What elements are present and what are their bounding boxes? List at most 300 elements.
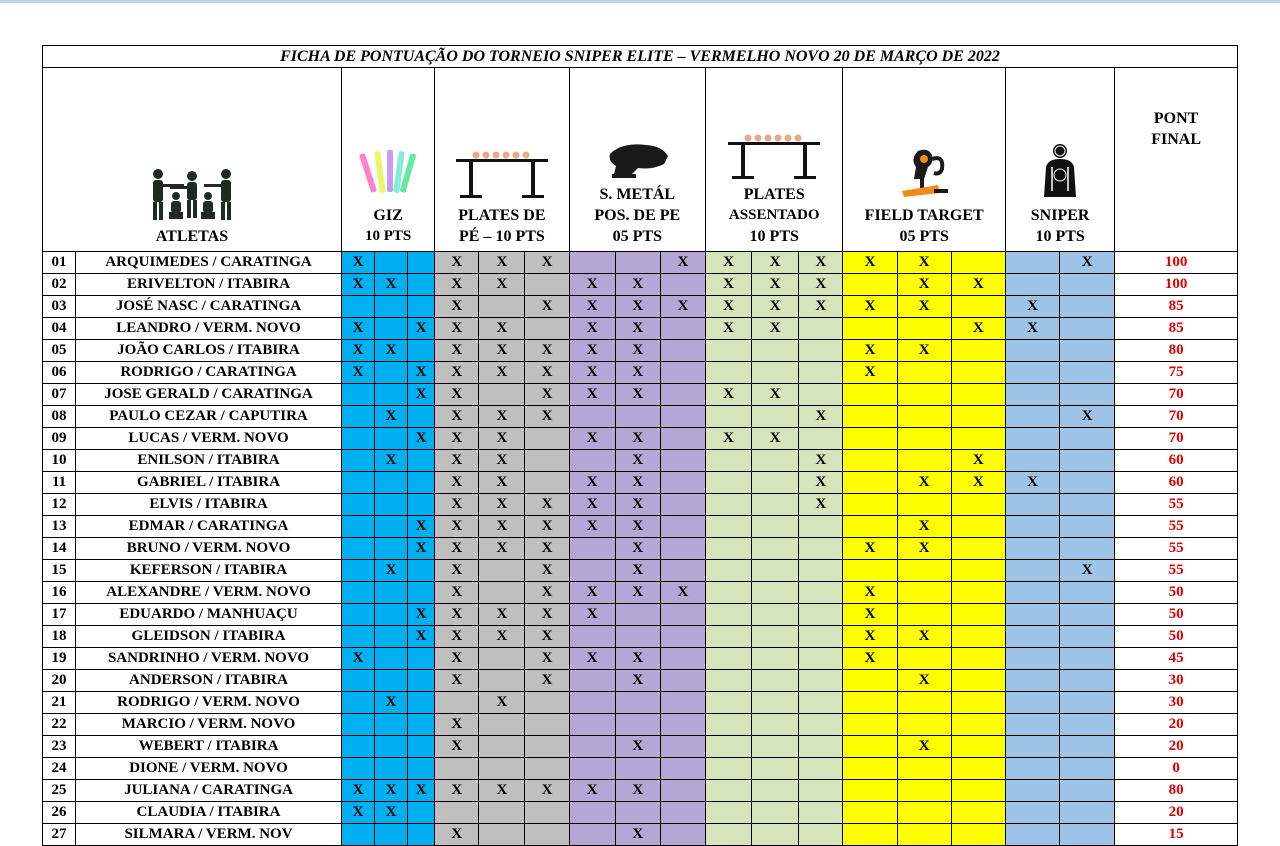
mark-cell-sniper [1005,362,1059,384]
final-score: 15 [1115,824,1238,846]
mark-cell-s-metal: X [615,296,660,318]
mark-cell-field-target: X [951,274,1005,296]
athlete-number: 20 [43,670,76,692]
mark-cell-field-target [843,384,897,406]
mark-cell-plates-assentado [752,582,799,604]
mark-cell-plates-pe [479,296,525,318]
mark-cell-giz [408,494,435,516]
mark-cell-sniper [1060,582,1115,604]
mark-cell-s-metal: X [615,384,660,406]
athlete-name: SANDRINHO / VERM. NOVO [76,648,342,670]
mark-cell-field-target [951,340,1005,362]
plates-assentado-line1: PLATES [743,186,805,203]
mark-cell-plates-pe: X [479,274,525,296]
table-row [43,406,1238,428]
mark-cell-plates-pe: X [435,340,479,362]
mark-cell-plates-pe [525,450,569,472]
mark-cell-field-target [843,406,897,428]
mark-cell-s-metal: X [615,450,660,472]
mark-cell-sniper [1005,428,1059,450]
mark-cell-giz [375,714,408,736]
sniper-points: 10 PTS [1035,228,1085,245]
mark-cell-plates-assentado [706,670,752,692]
athlete-number: 09 [43,428,76,450]
final-score: 70 [1115,384,1238,406]
mark-cell-field-target [951,516,1005,538]
mark-cell-s-metal [615,714,660,736]
mark-cell-field-target [951,296,1005,318]
final-score: 80 [1115,780,1238,802]
mark-cell-s-metal [660,670,705,692]
mark-cell-s-metal [569,758,615,780]
mark-cell-field-target: X [897,538,951,560]
header-pont-final [1115,68,1238,252]
mark-cell-field-target: X [897,670,951,692]
mark-cell-field-target: X [897,516,951,538]
mark-cell-sniper [1005,494,1059,516]
mark-cell-s-metal [615,626,660,648]
athlete-name: JULIANA / CARATINGA [76,780,342,802]
table-row [43,494,1238,516]
mark-cell-plates-assentado [752,626,799,648]
mark-cell-plates-assentado: X [706,296,752,318]
mark-cell-field-target: X [951,450,1005,472]
mark-cell-giz [375,428,408,450]
mark-cell-sniper [1005,340,1059,362]
mark-cell-plates-pe: X [479,252,525,274]
mark-cell-plates-assentado [706,824,752,846]
mark-cell-plates-assentado [799,582,843,604]
mark-cell-giz [408,582,435,604]
mark-cell-giz: X [341,780,374,802]
mark-cell-field-target: X [843,340,897,362]
mark-cell-field-target [897,758,951,780]
mark-cell-field-target [951,406,1005,428]
mark-cell-field-target: X [843,648,897,670]
table-row [43,692,1238,714]
mark-cell-s-metal: X [615,428,660,450]
mark-cell-field-target [843,450,897,472]
mark-cell-field-target [897,780,951,802]
mark-cell-plates-assentado [752,472,799,494]
mark-cell-plates-assentado [752,648,799,670]
mark-cell-s-metal: X [569,296,615,318]
final-score: 60 [1115,472,1238,494]
mark-cell-plates-pe [479,582,525,604]
mark-cell-plates-assentado [799,318,843,340]
mark-cell-s-metal [660,802,705,824]
mark-cell-giz: X [408,626,435,648]
mark-cell-plates-assentado [706,802,752,824]
mark-cell-s-metal [569,692,615,714]
mark-cell-giz [408,670,435,692]
mark-cell-giz [408,252,435,274]
mark-cell-plates-pe [479,714,525,736]
mark-cell-giz: X [408,538,435,560]
mark-cell-plates-pe: X [479,428,525,450]
mark-cell-plates-pe: X [435,824,479,846]
mark-cell-plates-assentado [752,714,799,736]
mark-cell-plates-assentado [706,758,752,780]
mark-cell-giz [375,362,408,384]
mark-cell-field-target [897,560,951,582]
mark-cell-s-metal [615,406,660,428]
mark-cell-giz: X [341,648,374,670]
mark-cell-sniper [1060,362,1115,384]
mark-cell-s-metal [660,516,705,538]
table-row [43,274,1238,296]
mark-cell-plates-pe: X [479,516,525,538]
mark-cell-s-metal: X [615,318,660,340]
mark-cell-field-target: X [843,604,897,626]
final-score: 20 [1115,714,1238,736]
athlete-name: LUCAS / VERM. NOVO [76,428,342,450]
mark-cell-plates-assentado: X [752,384,799,406]
mark-cell-giz: X [375,780,408,802]
mark-cell-sniper [1005,692,1059,714]
mark-cell-giz [341,428,374,450]
athlete-number: 18 [43,626,76,648]
final-score: 30 [1115,670,1238,692]
athlete-name: BRUNO / VERM. NOVO [76,538,342,560]
mark-cell-plates-assentado: X [799,450,843,472]
mark-cell-field-target [897,604,951,626]
table-row [43,604,1238,626]
final-score: 75 [1115,362,1238,384]
mark-cell-field-target: X [951,318,1005,340]
mark-cell-plates-assentado [799,824,843,846]
mark-cell-field-target [843,736,897,758]
athlete-number: 25 [43,780,76,802]
mark-cell-field-target [951,538,1005,560]
mark-cell-s-metal [660,274,705,296]
mark-cell-plates-assentado: X [706,252,752,274]
mark-cell-plates-assentado [799,802,843,824]
mark-cell-field-target [951,604,1005,626]
athlete-number: 12 [43,494,76,516]
mark-cell-sniper [1060,428,1115,450]
mark-cell-plates-pe: X [479,450,525,472]
mark-cell-plates-assentado [752,494,799,516]
mark-cell-field-target [951,780,1005,802]
athlete-name: JOSÉ NASC / CARATINGA [76,296,342,318]
mark-cell-giz [408,472,435,494]
mark-cell-field-target [951,384,1005,406]
mark-cell-field-target [897,692,951,714]
mark-cell-s-metal: X [569,516,615,538]
header-sniper [1005,68,1114,252]
s-metal-line1: S. METÁL [599,186,676,203]
mark-cell-giz: X [408,428,435,450]
mark-cell-giz [341,670,374,692]
mark-cell-sniper [1060,340,1115,362]
mark-cell-plates-pe [479,384,525,406]
athlete-number: 21 [43,692,76,714]
mark-cell-plates-pe: X [435,714,479,736]
mark-cell-field-target: X [843,362,897,384]
mark-cell-s-metal [660,648,705,670]
mark-cell-s-metal: X [569,780,615,802]
mark-cell-giz [408,824,435,846]
plate-rack-seated-icon [724,132,824,180]
mark-cell-sniper [1005,252,1059,274]
mark-cell-sniper [1005,406,1059,428]
mark-cell-s-metal [660,538,705,560]
mark-cell-s-metal: X [569,428,615,450]
mark-cell-plates-pe [479,824,525,846]
final-score: 0 [1115,758,1238,780]
table-row [43,252,1238,274]
mark-cell-plates-pe: X [479,318,525,340]
mark-cell-giz [408,692,435,714]
mark-cell-field-target [897,318,951,340]
mark-cell-s-metal: X [615,560,660,582]
mark-cell-plates-assentado: X [799,296,843,318]
mark-cell-giz [375,648,408,670]
mark-cell-s-metal [660,692,705,714]
athlete-name: GABRIEL / ITABIRA [76,472,342,494]
mark-cell-giz [341,384,374,406]
athlete-name: DIONE / VERM. NOVO [76,758,342,780]
s-metal-line2: POS. DE PE [594,207,681,224]
mark-cell-giz [375,252,408,274]
mark-cell-s-metal [660,494,705,516]
mark-cell-sniper [1060,670,1115,692]
mark-cell-giz [375,318,408,340]
mark-cell-field-target [951,758,1005,780]
table-row [43,516,1238,538]
mark-cell-giz [341,626,374,648]
mark-cell-sniper [1060,626,1115,648]
table-row [43,714,1238,736]
mark-cell-plates-assentado [752,824,799,846]
mark-cell-sniper [1005,802,1059,824]
athlete-number: 23 [43,736,76,758]
mark-cell-s-metal [660,472,705,494]
mark-cell-field-target [897,406,951,428]
mark-cell-field-target [843,318,897,340]
mark-cell-field-target [951,626,1005,648]
squirrel-target-icon [894,145,954,201]
mark-cell-sniper [1060,758,1115,780]
mark-cell-plates-assentado [706,472,752,494]
mark-cell-plates-pe: X [435,516,479,538]
mark-cell-field-target [951,582,1005,604]
mark-cell-sniper [1005,736,1059,758]
mark-cell-plates-pe [479,802,525,824]
mark-cell-s-metal [569,450,615,472]
mark-cell-sniper [1060,538,1115,560]
table-row [43,428,1238,450]
mark-cell-plates-assentado: X [799,252,843,274]
plates-pe-line1: PLATES DE [458,207,546,224]
mark-cell-plates-pe: X [435,450,479,472]
mark-cell-plates-assentado [752,560,799,582]
athlete-name: RODRIGO / CARATINGA [76,362,342,384]
mark-cell-giz [341,560,374,582]
giz-points: 10 PTS [364,228,412,244]
sheet-title: FICHA DE PONTUAÇÃO DO TORNEIO SNIPER ELITE – VERMELHO NOVO 20 DE MARÇO DE 2022 [43,46,1238,68]
mark-cell-s-metal: X [569,648,615,670]
mark-cell-plates-assentado [706,406,752,428]
final-score: 20 [1115,736,1238,758]
mark-cell-plates-assentado [752,450,799,472]
mark-cell-s-metal [569,538,615,560]
final-score: 45 [1115,648,1238,670]
mark-cell-plates-pe: X [525,780,569,802]
mark-cell-plates-pe [479,758,525,780]
mark-cell-plates-pe: X [479,494,525,516]
mark-cell-plates-pe [525,692,569,714]
mark-cell-s-metal [660,604,705,626]
table-row [43,582,1238,604]
final-score: 80 [1115,340,1238,362]
table-row [43,340,1238,362]
mark-cell-giz [375,538,408,560]
mark-cell-plates-assentado [706,648,752,670]
mark-cell-plates-pe: X [435,318,479,340]
table-row [43,824,1238,846]
mark-cell-giz [375,494,408,516]
mark-cell-sniper [1060,604,1115,626]
mark-cell-s-metal [660,428,705,450]
mark-cell-s-metal: X [615,648,660,670]
mark-cell-plates-pe: X [479,538,525,560]
mark-cell-giz [408,340,435,362]
mark-cell-sniper [1060,472,1115,494]
athlete-number: 04 [43,318,76,340]
athlete-number: 17 [43,604,76,626]
mark-cell-s-metal [660,340,705,362]
final-score: 85 [1115,318,1238,340]
mark-cell-s-metal [569,560,615,582]
mark-cell-plates-pe: X [435,582,479,604]
mark-cell-sniper [1005,670,1059,692]
plates-pe-line2: PÉ – 10 PTS [459,228,545,245]
chalk-icon [357,145,419,201]
mark-cell-s-metal: X [660,582,705,604]
mark-cell-giz: X [408,362,435,384]
mark-cell-giz: X [408,318,435,340]
mark-cell-plates-assentado [752,670,799,692]
mark-cell-plates-assentado: X [752,296,799,318]
mark-cell-plates-pe: X [479,340,525,362]
mark-cell-plates-pe: X [435,428,479,450]
athlete-name: GLEIDSON / ITABIRA [76,626,342,648]
mark-cell-sniper [1005,274,1059,296]
mark-cell-s-metal [569,252,615,274]
mark-cell-s-metal [660,318,705,340]
mark-cell-field-target: X [843,252,897,274]
mark-cell-giz: X [408,780,435,802]
mark-cell-plates-pe [479,736,525,758]
mark-cell-giz [375,296,408,318]
mark-cell-s-metal: X [615,340,660,362]
mark-cell-sniper: X [1060,252,1115,274]
mark-cell-plates-pe [525,472,569,494]
mark-cell-field-target [951,494,1005,516]
mark-cell-s-metal [660,406,705,428]
mark-cell-field-target: X [897,340,951,362]
mark-cell-sniper [1060,516,1115,538]
mark-cell-s-metal [660,758,705,780]
athlete-name: JOSE GERALD / CARATINGA [76,384,342,406]
final-score: 20 [1115,802,1238,824]
mark-cell-field-target [843,494,897,516]
mark-cell-plates-pe: X [479,406,525,428]
final-score: 55 [1115,516,1238,538]
mark-cell-giz [341,582,374,604]
mark-cell-field-target: X [843,538,897,560]
mark-cell-giz: X [375,450,408,472]
mark-cell-plates-assentado [799,516,843,538]
mark-cell-plates-pe: X [435,406,479,428]
mark-cell-giz [341,758,374,780]
mark-cell-plates-pe [525,318,569,340]
mark-cell-field-target [897,648,951,670]
mark-cell-giz [341,538,374,560]
mark-cell-plates-assentado [799,736,843,758]
mark-cell-field-target [897,494,951,516]
mark-cell-plates-assentado [799,538,843,560]
mark-cell-plates-pe: X [525,296,569,318]
header-atletas [43,68,342,252]
athlete-number: 22 [43,714,76,736]
mark-cell-giz [375,472,408,494]
mark-cell-s-metal [615,692,660,714]
mark-cell-plates-pe: X [525,362,569,384]
mark-cell-sniper [1060,296,1115,318]
mark-cell-sniper [1060,824,1115,846]
mark-cell-plates-assentado [706,362,752,384]
mark-cell-sniper [1060,274,1115,296]
mark-cell-field-target [843,560,897,582]
mark-cell-plates-assentado [752,604,799,626]
mark-cell-field-target [897,714,951,736]
mark-cell-sniper: X [1060,406,1115,428]
athlete-number: 11 [43,472,76,494]
mark-cell-plates-assentado [799,362,843,384]
header-giz [341,68,434,252]
mark-cell-sniper [1005,582,1059,604]
mark-cell-giz: X [341,274,374,296]
mark-cell-giz [408,758,435,780]
table-row [43,538,1238,560]
mark-cell-field-target [843,780,897,802]
mark-cell-plates-pe: X [435,670,479,692]
athlete-name: SILMARA / VERM. NOV [76,824,342,846]
final-score: 60 [1115,450,1238,472]
table-row [43,384,1238,406]
mark-cell-field-target [843,428,897,450]
mark-cell-giz [341,824,374,846]
mark-cell-plates-pe: X [435,648,479,670]
mark-cell-field-target [897,582,951,604]
mark-cell-plates-assentado: X [752,274,799,296]
table-row [43,362,1238,384]
mark-cell-plates-pe: X [479,362,525,384]
mark-cell-field-target [843,516,897,538]
mark-cell-s-metal: X [615,472,660,494]
mark-cell-plates-pe [525,714,569,736]
mark-cell-plates-assentado [799,692,843,714]
mark-cell-giz [408,648,435,670]
final-score: 85 [1115,296,1238,318]
mark-cell-sniper [1005,538,1059,560]
athlete-name: KEFERSON / ITABIRA [76,560,342,582]
mark-cell-giz: X [341,802,374,824]
mark-cell-field-target: X [951,472,1005,494]
